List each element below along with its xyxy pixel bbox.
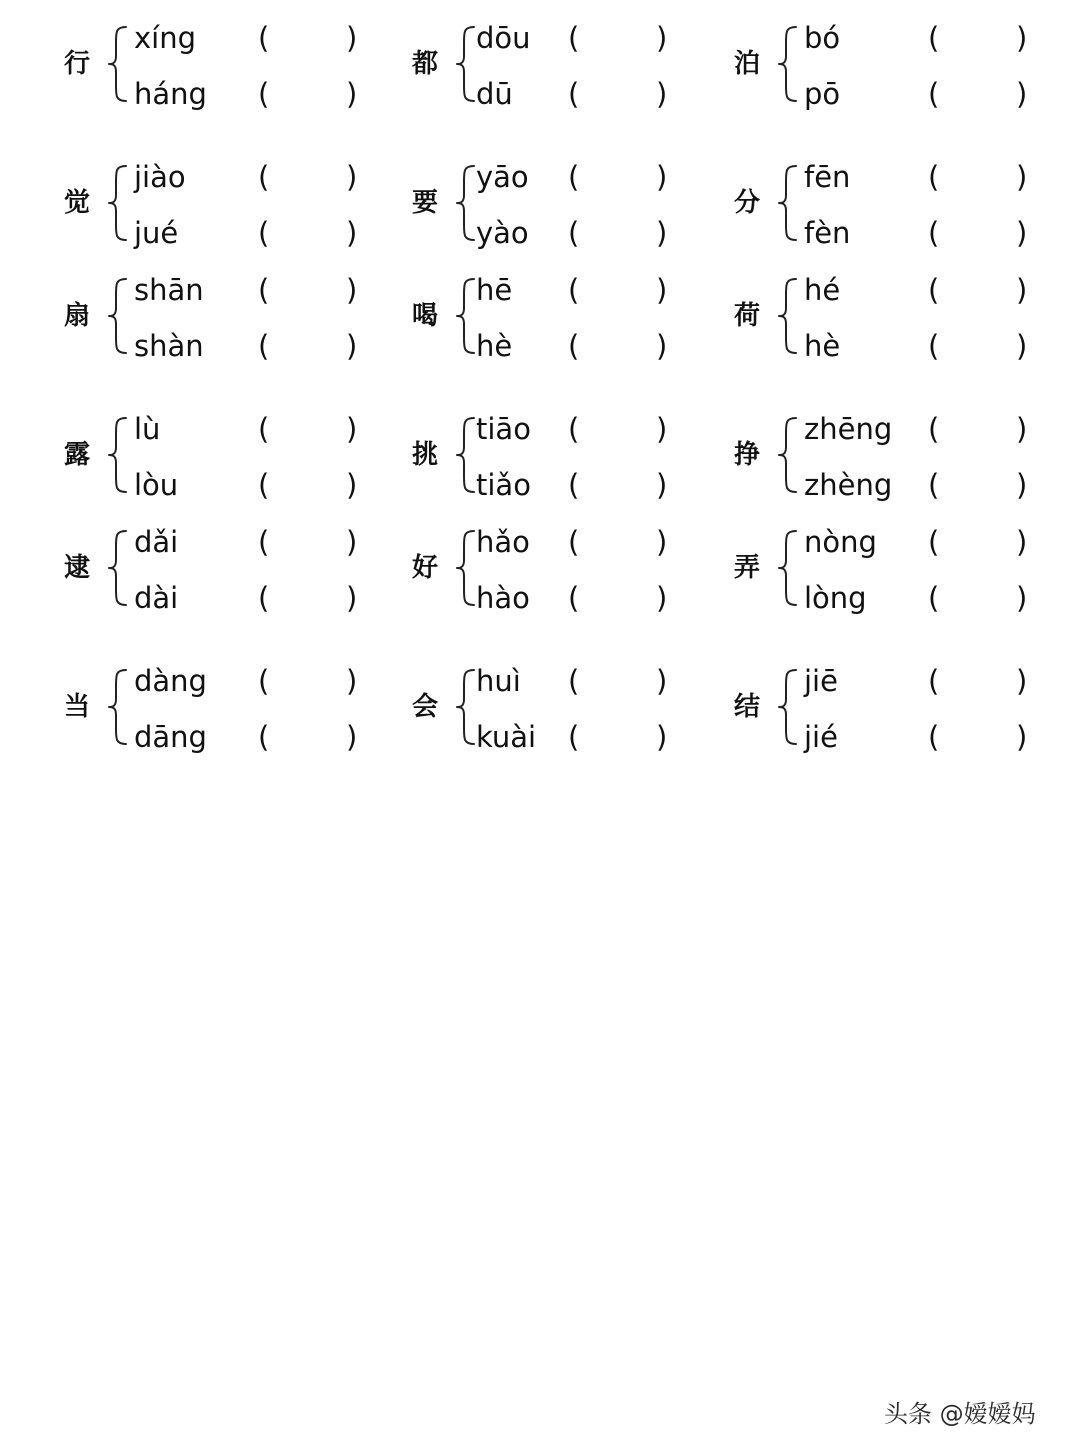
pinyin-row-bottom: [134, 72, 384, 116]
answer-paren-close: ): [346, 160, 358, 194]
answer-paren-open: (: [928, 525, 940, 559]
answer-paren-close: ): [656, 216, 668, 250]
pinyin-row-bottom: [134, 715, 384, 759]
answer-paren-open: (: [568, 412, 580, 446]
pinyin-text: huì: [476, 664, 521, 698]
pinyin-text: dàng: [134, 664, 207, 698]
answer-paren-open: (: [258, 664, 270, 698]
pinyin-row-bottom: [804, 715, 1054, 759]
pinyin-text: lòng: [804, 581, 867, 615]
polyphone-group-hui: [412, 659, 732, 769]
pinyin-row-bottom: [476, 576, 726, 620]
curly-brace-icon: [106, 276, 130, 356]
answer-paren-close: ): [346, 329, 358, 363]
hanzi-character: 当: [64, 692, 91, 722]
pinyin-row-top: [134, 268, 384, 312]
answer-paren-open: (: [258, 216, 270, 250]
hanzi-character: 弄: [734, 553, 761, 583]
pinyin-text: shān: [134, 273, 204, 307]
answer-paren-close: ): [1016, 273, 1028, 307]
pinyin-text: hè: [804, 329, 841, 363]
answer-paren-close: ): [656, 581, 668, 615]
pinyin-text: hē: [476, 273, 513, 307]
answer-paren-open: (: [568, 77, 580, 111]
polyphone-group-jue: [64, 155, 384, 265]
polyphone-group-hao: [412, 520, 732, 630]
polyphone-group-tiao: [412, 407, 732, 517]
pinyin-row-top: [476, 520, 726, 564]
hanzi-character: 扇: [64, 301, 91, 331]
answer-paren-close: ): [656, 273, 668, 307]
answer-paren-open: (: [928, 273, 940, 307]
polyphone-group-fen: [734, 155, 1054, 265]
pinyin-text: lù: [134, 412, 161, 446]
answer-paren-open: (: [568, 273, 580, 307]
answer-paren-close: ): [346, 525, 358, 559]
answer-paren-close: ): [346, 720, 358, 754]
pinyin-row-bottom: [134, 576, 384, 620]
pinyin-text: fèn: [804, 216, 851, 250]
pinyin-row-top: [476, 659, 726, 703]
answer-paren-close: ): [1016, 468, 1028, 502]
hanzi-character: 挑: [412, 440, 439, 470]
pinyin-text: shàn: [134, 329, 204, 363]
answer-paren-open: (: [568, 525, 580, 559]
pinyin-text: yào: [476, 216, 529, 250]
pinyin-row-bottom: [476, 211, 726, 255]
pinyin-row-bottom: [476, 72, 726, 116]
hanzi-character: 觉: [64, 188, 91, 218]
pinyin-row-top: [804, 16, 1054, 60]
answer-paren-open: (: [928, 160, 940, 194]
answer-paren-open: (: [258, 160, 270, 194]
answer-paren-close: ): [346, 77, 358, 111]
answer-paren-open: (: [928, 412, 940, 446]
pinyin-row-top: [134, 659, 384, 703]
polyphone-group-dang: [64, 659, 384, 769]
pinyin-text: jiào: [134, 160, 186, 194]
pinyin-text: dāng: [134, 720, 207, 754]
answer-paren-open: (: [258, 77, 270, 111]
answer-paren-close: ): [1016, 581, 1028, 615]
curly-brace-icon: [776, 276, 800, 356]
answer-paren-open: (: [928, 77, 940, 111]
answer-paren-open: (: [568, 664, 580, 698]
curly-brace-icon: [776, 415, 800, 495]
curly-brace-icon: [106, 24, 130, 104]
curly-brace-icon: [106, 163, 130, 243]
pinyin-text: dū: [476, 77, 513, 111]
hanzi-character: 好: [412, 553, 439, 583]
answer-paren-close: ): [1016, 720, 1028, 754]
polyphone-group-dou: [412, 16, 732, 126]
pinyin-row-top: [476, 407, 726, 451]
pinyin-text: dài: [134, 581, 179, 615]
answer-paren-close: ): [346, 412, 358, 446]
answer-paren-open: (: [568, 720, 580, 754]
pinyin-row-top: [804, 155, 1054, 199]
pinyin-text: hǎo: [476, 525, 530, 559]
answer-paren-open: (: [568, 468, 580, 502]
pinyin-text: bó: [804, 21, 841, 55]
pinyin-row-top: [476, 155, 726, 199]
hanzi-character: 要: [412, 188, 439, 218]
hanzi-character: 结: [734, 692, 761, 722]
answer-paren-open: (: [928, 664, 940, 698]
answer-paren-open: (: [258, 720, 270, 754]
answer-paren-close: ): [346, 273, 358, 307]
hanzi-character: 挣: [734, 440, 761, 470]
hanzi-character: 泊: [734, 49, 761, 79]
answer-paren-open: (: [928, 468, 940, 502]
hanzi-character: 露: [64, 440, 91, 470]
pinyin-row-top: [804, 268, 1054, 312]
pinyin-text: fēn: [804, 160, 851, 194]
answer-paren-close: ): [1016, 77, 1028, 111]
pinyin-row-bottom: [804, 211, 1054, 255]
answer-paren-open: (: [258, 581, 270, 615]
answer-paren-close: ): [656, 720, 668, 754]
pinyin-row-top: [476, 268, 726, 312]
answer-paren-close: ): [1016, 412, 1028, 446]
answer-paren-close: ): [1016, 329, 1028, 363]
pinyin-text: nòng: [804, 525, 877, 559]
pinyin-text: dōu: [476, 21, 531, 55]
pinyin-row-bottom: [134, 211, 384, 255]
answer-paren-close: ): [346, 216, 358, 250]
answer-paren-close: ): [1016, 160, 1028, 194]
polyphone-group-bo: [734, 16, 1054, 126]
pinyin-row-bottom: [804, 72, 1054, 116]
pinyin-text: zhēng: [804, 412, 893, 446]
curly-brace-icon: [454, 276, 478, 356]
answer-paren-close: ): [656, 329, 668, 363]
pinyin-text: zhèng: [804, 468, 893, 502]
curly-brace-icon: [776, 528, 800, 608]
answer-paren-close: ): [346, 21, 358, 55]
answer-paren-close: ): [656, 525, 668, 559]
pinyin-text: jié: [804, 720, 838, 754]
pinyin-text: hè: [476, 329, 513, 363]
pinyin-row-bottom: [476, 463, 726, 507]
hanzi-character: 会: [412, 692, 439, 722]
pinyin-row-bottom: [476, 324, 726, 368]
pinyin-text: lòu: [134, 468, 179, 502]
answer-paren-close: ): [1016, 525, 1028, 559]
answer-paren-close: ): [656, 77, 668, 111]
polyphone-group-nong: [734, 520, 1054, 630]
pinyin-text: yāo: [476, 160, 529, 194]
curly-brace-icon: [106, 528, 130, 608]
pinyin-row-bottom: [804, 324, 1054, 368]
answer-paren-close: ): [346, 581, 358, 615]
pinyin-row-bottom: [134, 324, 384, 368]
pinyin-row-bottom: [804, 576, 1054, 620]
pinyin-text: kuài: [476, 720, 537, 754]
pinyin-row-top: [804, 520, 1054, 564]
answer-paren-close: ): [1016, 21, 1028, 55]
source-watermark: 头条 @嫒嫒妈: [884, 1400, 1036, 1428]
polyphone-group-shan: [64, 268, 384, 378]
hanzi-character: 行: [64, 49, 91, 79]
pinyin-row-top: [804, 659, 1054, 703]
answer-paren-open: (: [928, 720, 940, 754]
curly-brace-icon: [776, 667, 800, 747]
curly-brace-icon: [454, 415, 478, 495]
pinyin-row-top: [134, 16, 384, 60]
pinyin-text: hé: [804, 273, 841, 307]
answer-paren-open: (: [258, 525, 270, 559]
pinyin-text: jué: [134, 216, 179, 250]
curly-brace-icon: [106, 667, 130, 747]
pinyin-text: pō: [804, 77, 841, 111]
answer-paren-open: (: [568, 160, 580, 194]
polyphone-group-he-lotus: [734, 268, 1054, 378]
answer-paren-open: (: [258, 412, 270, 446]
hanzi-character: 荷: [734, 301, 761, 331]
pinyin-text: dǎi: [134, 525, 179, 559]
answer-paren-close: ): [1016, 216, 1028, 250]
hanzi-character: 喝: [412, 301, 439, 331]
answer-paren-close: ): [656, 21, 668, 55]
polyphone-group-yao: [412, 155, 732, 265]
answer-paren-close: ): [656, 468, 668, 502]
answer-paren-open: (: [928, 216, 940, 250]
polyphone-group-jie: [734, 659, 1054, 769]
answer-paren-open: (: [568, 216, 580, 250]
curly-brace-icon: [454, 24, 478, 104]
pinyin-row-bottom: [476, 715, 726, 759]
pinyin-text: hào: [476, 581, 530, 615]
answer-paren-close: ): [656, 412, 668, 446]
answer-paren-close: ): [346, 468, 358, 502]
pinyin-row-top: [134, 407, 384, 451]
pinyin-row-top: [476, 16, 726, 60]
hanzi-character: 分: [734, 188, 761, 218]
answer-paren-open: (: [568, 21, 580, 55]
answer-paren-open: (: [258, 468, 270, 502]
answer-paren-open: (: [258, 329, 270, 363]
pinyin-row-top: [134, 155, 384, 199]
answer-paren-open: (: [568, 329, 580, 363]
answer-paren-close: ): [656, 664, 668, 698]
pinyin-text: jiē: [804, 664, 838, 698]
answer-paren-close: ): [346, 664, 358, 698]
polyphone-group-zheng: [734, 407, 1054, 517]
pinyin-row-bottom: [134, 463, 384, 507]
pinyin-text: tiāo: [476, 412, 531, 446]
curly-brace-icon: [454, 667, 478, 747]
curly-brace-icon: [776, 24, 800, 104]
answer-paren-open: (: [258, 21, 270, 55]
curly-brace-icon: [454, 163, 478, 243]
polyphone-group-he-drink: [412, 268, 732, 378]
pinyin-text: tiǎo: [476, 468, 531, 502]
polyphone-group-dai: [64, 520, 384, 630]
polyphone-group-lu: [64, 407, 384, 517]
hanzi-character: 都: [412, 49, 439, 79]
pinyin-text: háng: [134, 77, 207, 111]
pinyin-row-top: [134, 520, 384, 564]
polyphone-group-xing: [64, 16, 384, 126]
answer-paren-open: (: [928, 21, 940, 55]
pinyin-row-bottom: [804, 463, 1054, 507]
answer-paren-open: (: [258, 273, 270, 307]
answer-paren-open: (: [928, 329, 940, 363]
answer-paren-close: ): [656, 160, 668, 194]
answer-paren-close: ): [1016, 664, 1028, 698]
pinyin-text: xíng: [134, 21, 197, 55]
curly-brace-icon: [776, 163, 800, 243]
answer-paren-open: (: [568, 581, 580, 615]
hanzi-character: 逮: [64, 553, 91, 583]
curly-brace-icon: [106, 415, 130, 495]
curly-brace-icon: [454, 528, 478, 608]
answer-paren-open: (: [928, 581, 940, 615]
pinyin-row-top: [804, 407, 1054, 451]
